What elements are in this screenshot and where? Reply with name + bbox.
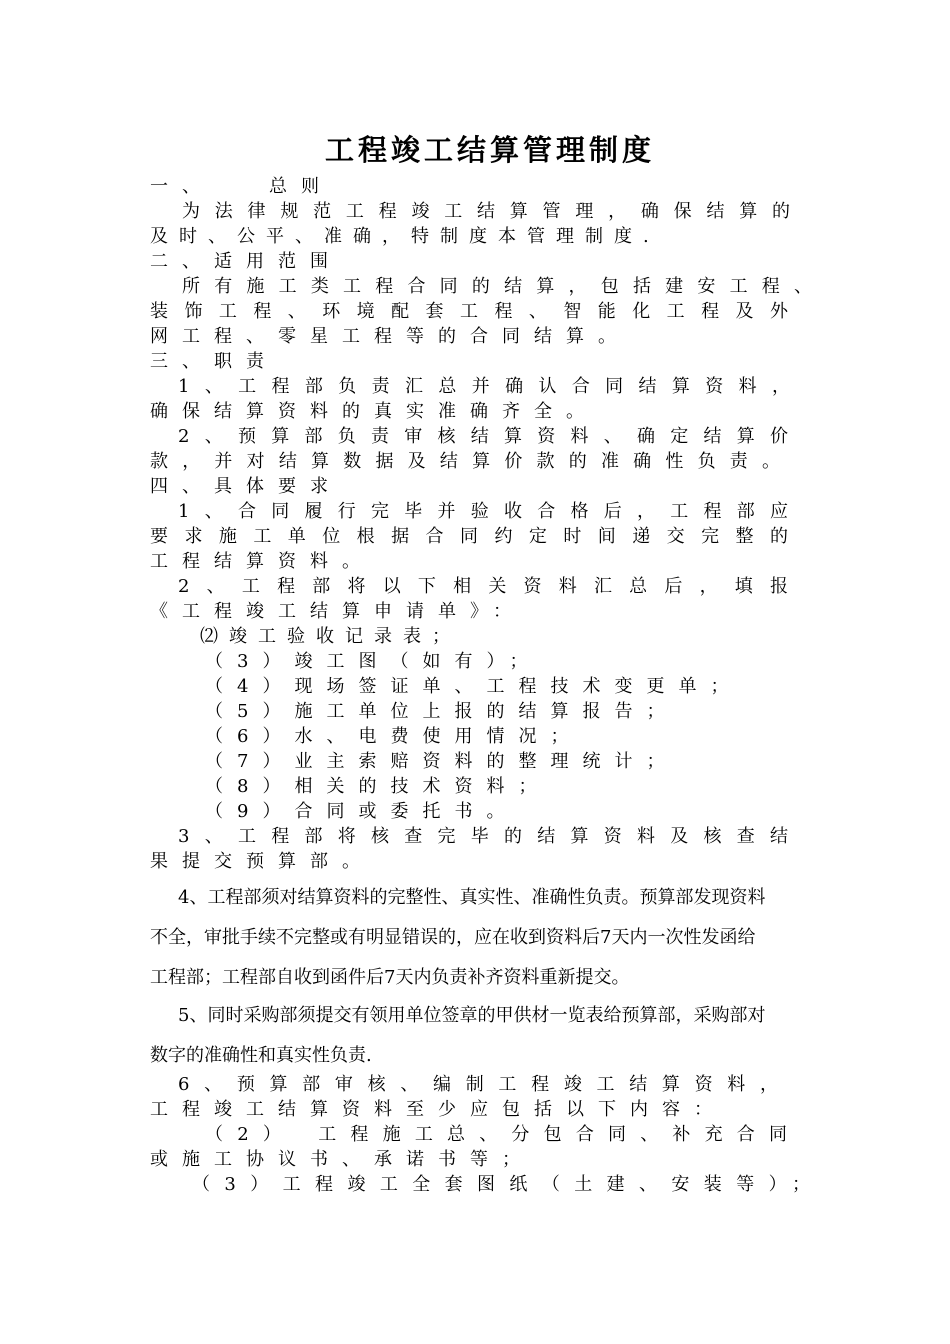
section-heading: 三、职责 [150, 351, 278, 372]
list-item: （3）工程竣工全套图纸（土建、安装等）； [192, 1174, 810, 1195]
paragraph-line: 1、工程部负责汇总并确认合同结算资料， [178, 376, 790, 397]
paragraph-line: 及时、公平、准确，特制度本管理制度. [150, 226, 660, 247]
paragraph-line: 工程结算资料。 [150, 551, 374, 572]
paragraph-line: 1、合同履行完毕并验收合格后，工程部应 [178, 501, 788, 522]
list-item: （2） 工程施工总、分包合同、补充合同 [205, 1124, 787, 1145]
paragraph-line: 2、工程部将以下相关资料汇总后，填报 [178, 576, 788, 597]
section-heading: 二、适用范围 [150, 251, 342, 272]
paragraph-line: 工程部；工程部自收到函件后7天内负责补齐资料重新提交。 [150, 967, 630, 988]
document-title: 工程竣工结算管理制度 [324, 133, 655, 167]
list-item: ⑵竣工验收记录表； [200, 626, 461, 647]
paragraph-line: 数字的准确性和真实性负责. [150, 1045, 372, 1066]
paragraph-line: 不全，审批手续不完整或有明显错误的，应在收到资料后7天内一次性发函给 [150, 927, 756, 948]
paragraph-line: 款，并对结算数据及结算价款的准确性负责。 [150, 451, 780, 472]
paragraph-line: 装饰工程、环境配套工程、智能化工程及外 [150, 301, 788, 322]
list-item: 或施工协议书、承诺书等； [150, 1149, 534, 1170]
section-heading: 四、具体要求 [150, 476, 342, 497]
paragraph-line: 《工程竣工结算申请单》： [150, 601, 525, 622]
paragraph-line: 5、同时采购部须提交有领用单位签章的甲供材一览表给预算部，采购部对 [178, 1005, 766, 1026]
paragraph-line: 3、工程部将核查完毕的结算资料及核查结 [178, 826, 788, 847]
paragraph-line: 网工程、零星工程等的合同结算。 [150, 326, 630, 347]
paragraph-line: 6、预算部审核、编制工程竣工结算资料， [178, 1074, 778, 1095]
paragraph-line: 4、工程部须对结算资料的完整性、真实性、准确性负责。预算部发现资料 [178, 887, 766, 908]
list-item: （4）现场签证单、工程技术变更单； [205, 676, 743, 697]
list-item: （8）相关的技术资料； [205, 776, 551, 797]
list-item: （7）业主索赔资料的整理统计； [205, 751, 679, 772]
paragraph-line: 工程竣工结算资料至少应包括以下内容： [150, 1099, 726, 1120]
paragraph-line: 2、预算部负责审核结算资料、确定结算价 [178, 426, 788, 447]
paragraph-line: 果提交预算部。 [150, 851, 374, 872]
list-item: （3）竣工图（如有）； [205, 651, 542, 672]
paragraph-line: 确保结算资料的真实准确齐全。 [150, 401, 598, 422]
paragraph-line: 为法律规范工程竣工结算管理，确保结算的 [182, 201, 790, 222]
list-item: （5）施工单位上报的结算报告； [205, 701, 679, 722]
paragraph-line: 所有施工类工程合同的结算，包括建安工程、 [182, 276, 812, 297]
paragraph-line: 要求施工单位根据合同约定时间递交完整的 [150, 526, 788, 547]
list-item: （9）合同或委托书。 [205, 801, 519, 822]
section-heading: 一、 总则 [150, 176, 333, 197]
list-item: （6）水、电费使用情况； [205, 726, 583, 747]
